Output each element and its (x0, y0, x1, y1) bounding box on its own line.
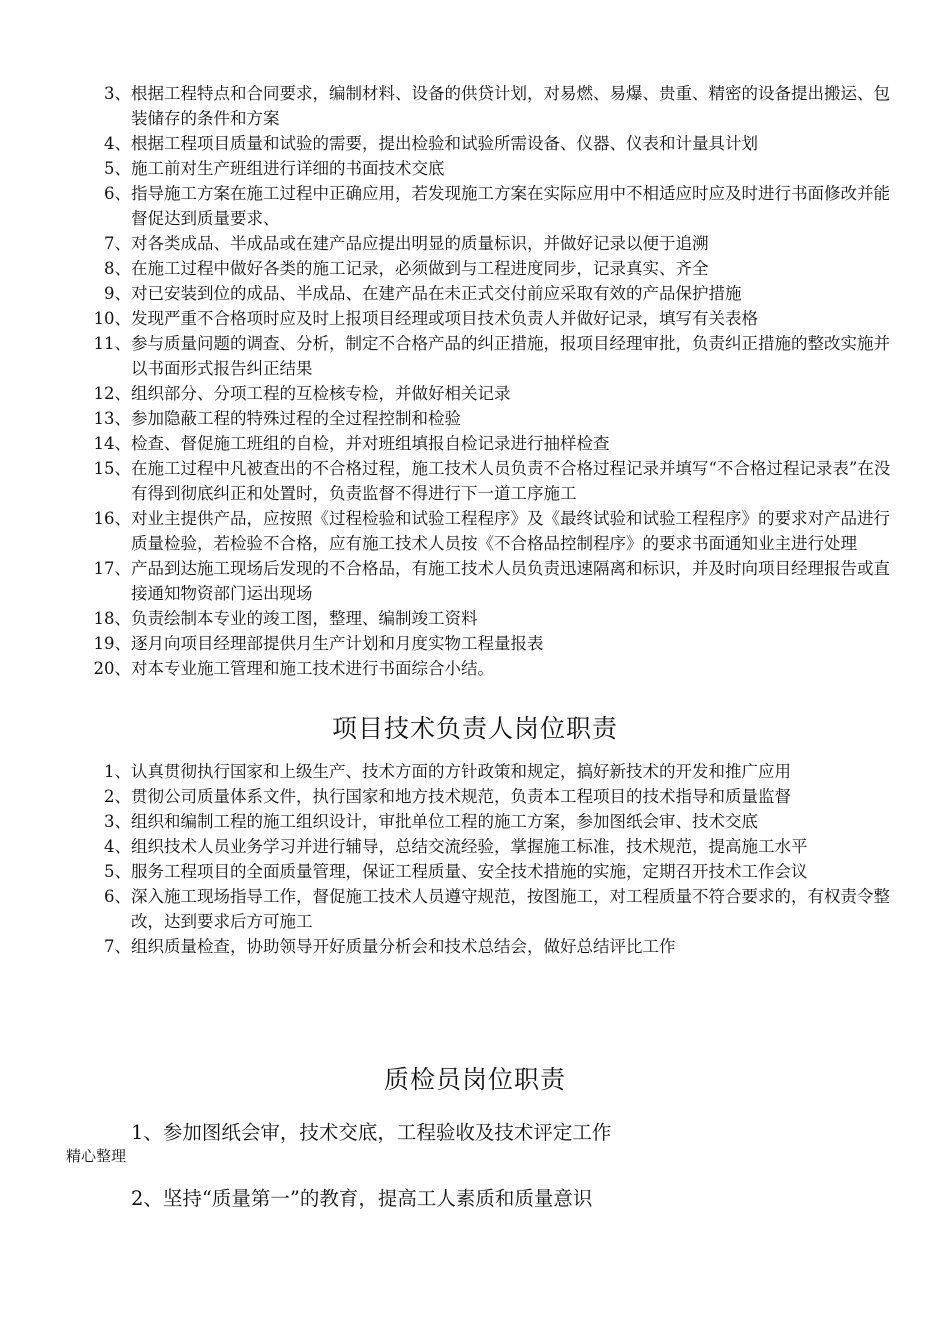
item-number: 2、 (104, 787, 131, 806)
item-text: 在施工过程中做好各类的施工记录，必须做到与工程进度同步，记录真实、齐全 (131, 259, 709, 278)
item-text: 负责绘制本专业的竣工图，整理、编制竣工资料 (131, 609, 478, 628)
item-number: 15、 (93, 459, 131, 478)
item-number: 14、 (93, 434, 131, 453)
item-text: 深入施工现场指导工作，督促施工技术人员遵守规范，按图施工，对工程质量不符合要求的，有权责令整改，达到要求后方可施工 (131, 887, 890, 931)
list-item (0, 381, 950, 406)
item-number: 7、 (104, 234, 131, 253)
item-text: 认真贯彻执行国家和上级生产、技术方面的方针政策和规定，搞好新技术的开发和推广应用 (131, 762, 791, 781)
item-text: 参加隐蔽工程的特殊过程的全过程控制和检验 (131, 409, 461, 428)
list-item (0, 506, 950, 556)
item-number: 17、 (93, 559, 131, 578)
item-number: 4、 (104, 837, 131, 856)
item-text: 组织部分、分项工程的互检核专检，并做好相关记录 (131, 384, 511, 403)
item-text: 对已安装到位的成品、半成品、在建产品在未正式交付前应采取有效的产品保护措施 (131, 284, 742, 303)
item-text: 对各类成品、半成品或在建产品应提出明显的质量标识，并做好记录以便于追溯 (131, 234, 709, 253)
item-number: 16、 (93, 509, 131, 528)
item-text: 根据工程项目质量和试验的需要，提出检验和试验所需设备、仪器、仪表和计量具计划 (131, 134, 758, 153)
list-item (0, 456, 950, 506)
item-number: 1、 (104, 762, 131, 781)
list-item (0, 156, 950, 181)
item-number: 18、 (93, 609, 131, 628)
item-text: 贯彻公司质量体系文件，执行国家和地方技术规范，负责本工程项目的技术指导和质量监督 (131, 787, 791, 806)
item-number: 13、 (93, 409, 131, 428)
item-text: 对本专业施工管理和施工技术进行书面综合小结。 (131, 659, 494, 678)
list-item (0, 859, 950, 884)
item-number: 4、 (104, 134, 131, 153)
section-heading-tech-lead: 项目技术负责人岗位职责 (331, 714, 618, 743)
item-number: 3、 (104, 812, 131, 831)
item-text: 发现严重不合格项时应及时上报项目经理或项目技术负责人并做好记录，填写有关表格 (131, 309, 758, 328)
item-number: 3、 (104, 84, 131, 103)
list-item (0, 556, 950, 606)
section-heading-quality-inspector: 质检员岗位职责 (383, 1065, 566, 1094)
list-item (0, 306, 950, 331)
item-text: 在施工过程中凡被查出的不合格过程，施工技术人员负责不合格过程记录并填写“不合格过程记录表”在没有得到彻底纠正和处置时，负责监督不得进行下一道工序施工 (131, 459, 891, 503)
list-item (0, 181, 950, 231)
footer-note: 精心整理 (66, 1147, 127, 1165)
item-number: 6、 (104, 184, 131, 203)
item-number: 6、 (104, 887, 131, 906)
item-number: 9、 (104, 284, 131, 303)
item-text: 逐月向项目经理部提供月生产计划和月度实物工程量报表 (131, 634, 544, 653)
item-number: 20、 (93, 659, 131, 678)
item-text: 组织质量检查，协助领导开好质量分析会和技术总结会，做好总结评比工作 (131, 937, 676, 956)
item-text: 施工前对生产班组进行详细的书面技术交底 (131, 159, 445, 178)
list-item (0, 834, 950, 859)
item-number: 5、 (104, 862, 131, 881)
item-text: 服务工程项目的全面质量管理，保证工程质量、安全技术措施的实施，定期召开技术工作会议 (131, 862, 808, 881)
list-item (0, 81, 950, 131)
list-item (0, 884, 950, 934)
list-item (0, 809, 950, 834)
list-item (0, 231, 950, 256)
item-text: 指导施工方案在施工过程中正确应用，若发现施工方案在实际应用中不相适应时应及时进行书面修改并能督促达到质量要求、 (131, 184, 890, 228)
list-item (0, 406, 950, 431)
list-item (0, 131, 950, 156)
item-text: 根据工程特点和合同要求，编制材料、设备的供贷计划，对易燃、易爆、贵重、精密的设备提出搬运、包装储存的条件和方案 (131, 84, 890, 128)
list-item (0, 784, 950, 809)
list-item (0, 631, 950, 656)
inspector-duty-1: 1、参加图纸会审，技术交底，工程验收及技术评定工作 (131, 1121, 612, 1144)
list-item (0, 281, 950, 306)
list-item (0, 656, 950, 681)
item-number: 7、 (104, 937, 131, 956)
item-number: 5、 (104, 159, 131, 178)
item-text: 组织技术人员业务学习并进行辅导，总结交流经验，掌握施工标准，技术规范，提高施工水平 (131, 837, 808, 856)
list-item (0, 431, 950, 456)
item-number: 19、 (93, 634, 131, 653)
item-text: 对业主提供产品，应按照《过程检验和试验工程程序》及《最终试验和试验工程程序》的要求对产品进行质量检验，若检验不合格，应有施工技术人员按《不合格品控制程序》的要求书面通知业主进行处理 (131, 509, 890, 553)
list-item (0, 256, 950, 281)
item-number: 12、 (93, 384, 131, 403)
item-text: 产品到达施工现场后发现的不合格品，有施工技术人员负责迅速隔离和标识，并及时向项目经理报告或直接通知物资部门运出现场 (131, 559, 890, 603)
duty-list-construction (0, 81, 950, 681)
item-text: 检查、督促施工班组的自检，并对班组填报自检记录进行抽样检查 (131, 434, 610, 453)
item-number: 10、 (93, 309, 131, 328)
inspector-duty-2: 2、坚持“质量第一”的教育，提高工人素质和质量意识 (131, 1187, 593, 1210)
list-item (0, 606, 950, 631)
item-text: 组织和编制工程的施工组织设计，审批单位工程的施工方案，参加图纸会审、技术交底 (131, 812, 758, 831)
item-number: 8、 (104, 259, 131, 278)
list-item (0, 331, 950, 381)
list-item (0, 934, 950, 959)
duty-list-tech-lead (0, 759, 950, 959)
item-text: 参与质量问题的调查、分析，制定不合格产品的纠正措施，报项目经理审批，负责纠正措施的整改实施并以书面形式报告纠正结果 (131, 334, 890, 378)
item-number: 11、 (93, 334, 131, 353)
list-item (0, 759, 950, 784)
